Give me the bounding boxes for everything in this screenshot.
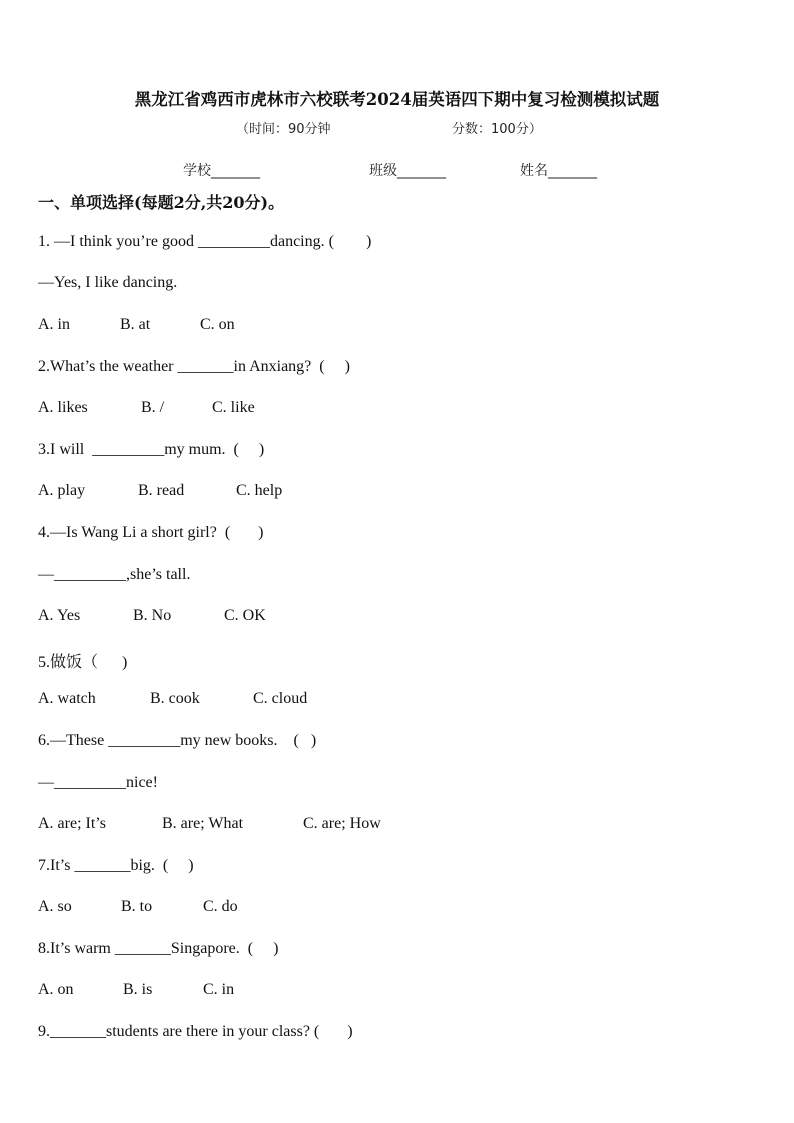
- question-7-stem: 7.It’s _______big. ( ): [38, 857, 194, 874]
- option-a: A. are; It’s: [38, 815, 106, 832]
- option-c: C. are; How: [303, 815, 381, 832]
- option-a: A. Yes: [38, 607, 81, 624]
- option-a: A. likes: [38, 399, 88, 416]
- class-field: 班级_______: [369, 163, 446, 179]
- name-field: 姓名_______: [520, 163, 597, 179]
- option-a: A. so: [38, 898, 72, 915]
- question-5-stem: 5.做饭（ ): [38, 654, 128, 671]
- option-b: B. to: [121, 898, 153, 915]
- question-8-stem: 8.It’s warm _______Singapore. ( ): [38, 940, 279, 957]
- option-c: C. like: [212, 399, 255, 416]
- option-c: C. cloud: [253, 690, 308, 707]
- question-6-reply: —_________nice!: [38, 774, 158, 791]
- option-b: B. No: [133, 607, 172, 624]
- question-4-stem: 4.—Is Wang Li a short girl? ( ): [38, 524, 264, 541]
- option-a: A. play: [38, 482, 86, 499]
- question-3-stem: 3.I will _________my mum. ( ): [38, 441, 265, 458]
- option-c: C. do: [203, 898, 238, 915]
- option-b: B. /: [141, 399, 165, 416]
- option-a: A. in: [38, 316, 70, 333]
- option-a: A. watch: [38, 690, 96, 707]
- option-c: C. in: [203, 981, 235, 998]
- question-9-stem: 9._______students are there in your class? ( ): [38, 1023, 353, 1040]
- exam-title: 黑龙江省鸡西市虎林市六校联考2024届英语四下期中复习检测模拟试题: [134, 90, 660, 109]
- section-heading: 一、单项选择(每题2分,共20分)。: [38, 193, 285, 212]
- option-c: C. help: [236, 482, 283, 499]
- exam-score: 分数：100分）: [452, 122, 542, 137]
- option-b: B. read: [138, 482, 185, 499]
- question-1-stem: 1. —I think you’re good _________dancing. ( ): [38, 233, 372, 250]
- question-2-stem: 2.What’s the weather _______in Anxiang? ( ): [38, 358, 350, 375]
- school-field: 学校_______: [183, 163, 260, 179]
- option-b: B. cook: [150, 690, 200, 707]
- option-b: B. are; What: [162, 815, 244, 832]
- option-c: C. on: [200, 316, 235, 333]
- question-1-reply: —Yes, I like dancing.: [38, 274, 178, 291]
- question-6-stem: 6.—These _________my new books. ( ): [38, 732, 317, 749]
- question-4-reply: —_________,she’s tall.: [38, 566, 191, 583]
- option-b: B. at: [120, 316, 151, 333]
- option-a: A. on: [38, 981, 74, 998]
- option-b: B. is: [123, 981, 153, 998]
- option-c: C. OK: [224, 607, 266, 624]
- exam-time: （时间：90分钟: [236, 122, 331, 137]
